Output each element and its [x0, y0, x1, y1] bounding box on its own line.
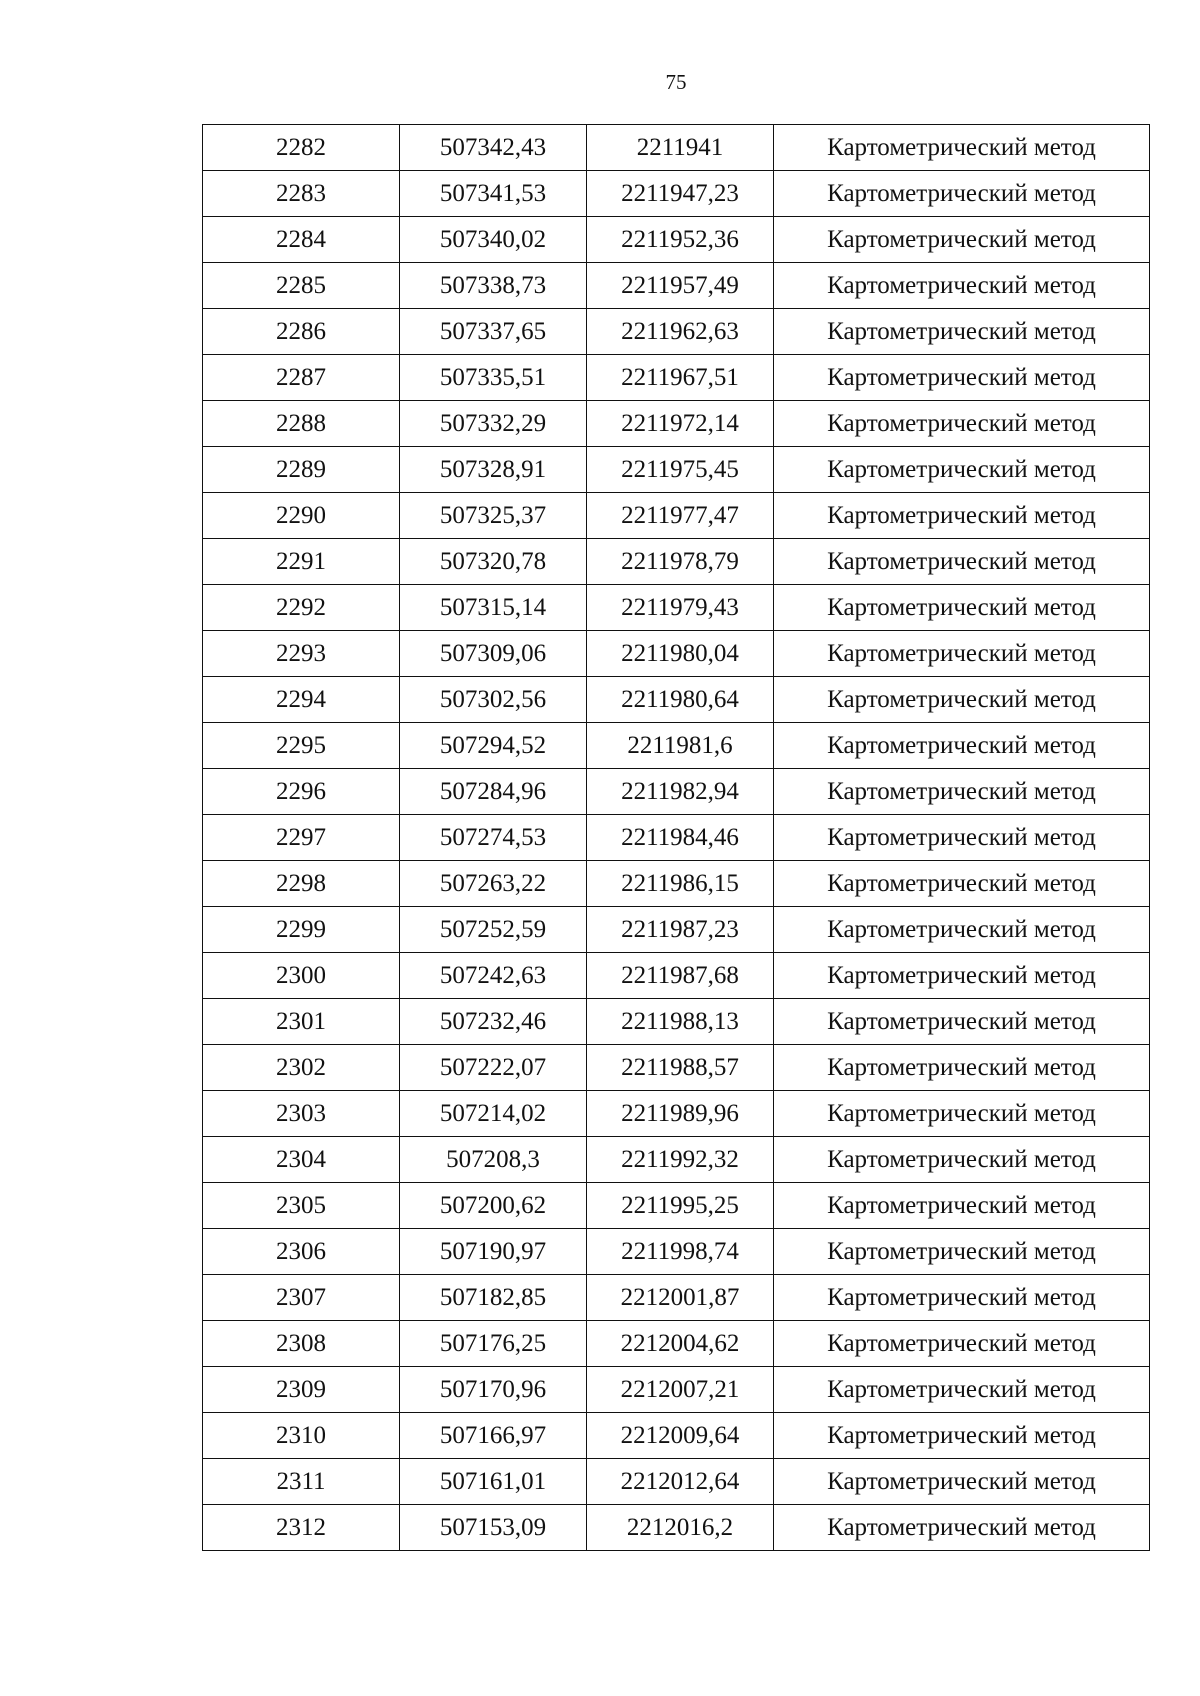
- method-cell: Картометрический метод: [774, 217, 1150, 263]
- x-coordinate-cell: 507332,29: [400, 401, 587, 447]
- point-number-cell: 2285: [203, 263, 400, 309]
- table-row: [203, 309, 1150, 355]
- y-coordinate-cell: 2211981,6: [587, 723, 774, 769]
- y-coordinate-cell: 2212007,21: [587, 1367, 774, 1413]
- table-row: [203, 585, 1150, 631]
- x-coordinate-cell: 507166,97: [400, 1413, 587, 1459]
- method-cell: Картометрический метод: [774, 309, 1150, 355]
- x-coordinate-cell: 507338,73: [400, 263, 587, 309]
- point-number-cell: 2298: [203, 861, 400, 907]
- table-row: [203, 1275, 1150, 1321]
- table-row: [203, 1137, 1150, 1183]
- table-row: [203, 217, 1150, 263]
- point-number-cell: 2289: [203, 447, 400, 493]
- y-coordinate-cell: 2212001,87: [587, 1275, 774, 1321]
- point-number-cell: 2310: [203, 1413, 400, 1459]
- method-cell: Картометрический метод: [774, 355, 1150, 401]
- y-coordinate-cell: 2212012,64: [587, 1459, 774, 1505]
- x-coordinate-cell: 507214,02: [400, 1091, 587, 1137]
- point-number-cell: 2300: [203, 953, 400, 999]
- y-coordinate-cell: 2211952,36: [587, 217, 774, 263]
- method-cell: Картометрический метод: [774, 631, 1150, 677]
- point-number-cell: 2293: [203, 631, 400, 677]
- method-cell: Картометрический метод: [774, 1137, 1150, 1183]
- table-row: [203, 631, 1150, 677]
- point-number-cell: 2295: [203, 723, 400, 769]
- y-coordinate-cell: 2211995,25: [587, 1183, 774, 1229]
- table-row: [203, 493, 1150, 539]
- point-number-cell: 2301: [203, 999, 400, 1045]
- x-coordinate-cell: 507320,78: [400, 539, 587, 585]
- x-coordinate-cell: 507153,09: [400, 1505, 587, 1551]
- coordinates-table: [202, 124, 1150, 1551]
- method-cell: Картометрический метод: [774, 171, 1150, 217]
- method-cell: Картометрический метод: [774, 401, 1150, 447]
- x-coordinate-cell: 507340,02: [400, 217, 587, 263]
- x-coordinate-cell: 507208,3: [400, 1137, 587, 1183]
- x-coordinate-cell: 507341,53: [400, 171, 587, 217]
- table-row: [203, 447, 1150, 493]
- method-cell: Картометрический метод: [774, 1045, 1150, 1091]
- table-row: [203, 953, 1150, 999]
- method-cell: Картометрический метод: [774, 493, 1150, 539]
- table-row: [203, 1321, 1150, 1367]
- page-number: 75: [665, 70, 687, 94]
- point-number-cell: 2286: [203, 309, 400, 355]
- point-number-cell: 2306: [203, 1229, 400, 1275]
- x-coordinate-cell: 507232,46: [400, 999, 587, 1045]
- point-number-cell: 2288: [203, 401, 400, 447]
- point-number-cell: 2312: [203, 1505, 400, 1551]
- point-number-cell: 2299: [203, 907, 400, 953]
- method-cell: Картометрический метод: [774, 1459, 1150, 1505]
- table-row: [203, 677, 1150, 723]
- x-coordinate-cell: 507284,96: [400, 769, 587, 815]
- y-coordinate-cell: 2211984,46: [587, 815, 774, 861]
- x-coordinate-cell: 507335,51: [400, 355, 587, 401]
- method-cell: Картометрический метод: [774, 1229, 1150, 1275]
- table-row: [203, 1183, 1150, 1229]
- point-number-cell: 2307: [203, 1275, 400, 1321]
- x-coordinate-cell: 507263,22: [400, 861, 587, 907]
- table-row: [203, 355, 1150, 401]
- y-coordinate-cell: 2211980,04: [587, 631, 774, 677]
- y-coordinate-cell: 2211978,79: [587, 539, 774, 585]
- table-row: [203, 723, 1150, 769]
- x-coordinate-cell: 507182,85: [400, 1275, 587, 1321]
- method-cell: Картометрический метод: [774, 953, 1150, 999]
- method-cell: Картометрический метод: [774, 263, 1150, 309]
- point-number-cell: 2311: [203, 1459, 400, 1505]
- point-number-cell: 2309: [203, 1367, 400, 1413]
- method-cell: Картометрический метод: [774, 1183, 1150, 1229]
- table-row: [203, 539, 1150, 585]
- table-row: [203, 815, 1150, 861]
- x-coordinate-cell: 507294,52: [400, 723, 587, 769]
- y-coordinate-cell: 2211988,57: [587, 1045, 774, 1091]
- y-coordinate-cell: 2211989,96: [587, 1091, 774, 1137]
- x-coordinate-cell: 507200,62: [400, 1183, 587, 1229]
- point-number-cell: 2303: [203, 1091, 400, 1137]
- y-coordinate-cell: 2211987,68: [587, 953, 774, 999]
- table-row: [203, 861, 1150, 907]
- x-coordinate-cell: 507161,01: [400, 1459, 587, 1505]
- x-coordinate-cell: 507328,91: [400, 447, 587, 493]
- x-coordinate-cell: 507325,37: [400, 493, 587, 539]
- point-number-cell: 2290: [203, 493, 400, 539]
- point-number-cell: 2296: [203, 769, 400, 815]
- point-number-cell: 2291: [203, 539, 400, 585]
- x-coordinate-cell: 507302,56: [400, 677, 587, 723]
- table-row: [203, 263, 1150, 309]
- table-row: [203, 1229, 1150, 1275]
- table-row: [203, 171, 1150, 217]
- point-number-cell: 2292: [203, 585, 400, 631]
- x-coordinate-cell: 507309,06: [400, 631, 587, 677]
- y-coordinate-cell: 2211967,51: [587, 355, 774, 401]
- point-number-cell: 2284: [203, 217, 400, 263]
- method-cell: Картометрический метод: [774, 769, 1150, 815]
- y-coordinate-cell: 2211987,23: [587, 907, 774, 953]
- table-row: [203, 401, 1150, 447]
- point-number-cell: 2302: [203, 1045, 400, 1091]
- point-number-cell: 2308: [203, 1321, 400, 1367]
- y-coordinate-cell: 2212009,64: [587, 1413, 774, 1459]
- y-coordinate-cell: 2211941: [587, 125, 774, 171]
- method-cell: Картометрический метод: [774, 861, 1150, 907]
- y-coordinate-cell: 2211972,14: [587, 401, 774, 447]
- table-row: [203, 1413, 1150, 1459]
- method-cell: Картометрический метод: [774, 677, 1150, 723]
- y-coordinate-cell: 2211992,32: [587, 1137, 774, 1183]
- y-coordinate-cell: 2211986,15: [587, 861, 774, 907]
- table-row: [203, 1459, 1150, 1505]
- method-cell: Картометрический метод: [774, 539, 1150, 585]
- method-cell: Картометрический метод: [774, 999, 1150, 1045]
- method-cell: Картометрический метод: [774, 1505, 1150, 1551]
- y-coordinate-cell: 2212016,2: [587, 1505, 774, 1551]
- y-coordinate-cell: 2211975,45: [587, 447, 774, 493]
- x-coordinate-cell: 507315,14: [400, 585, 587, 631]
- point-number-cell: 2304: [203, 1137, 400, 1183]
- table-row: [203, 1367, 1150, 1413]
- point-number-cell: 2305: [203, 1183, 400, 1229]
- y-coordinate-cell: 2211988,13: [587, 999, 774, 1045]
- x-coordinate-cell: 507274,53: [400, 815, 587, 861]
- y-coordinate-cell: 2211998,74: [587, 1229, 774, 1275]
- x-coordinate-cell: 507342,43: [400, 125, 587, 171]
- x-coordinate-cell: 507242,63: [400, 953, 587, 999]
- x-coordinate-cell: 507337,65: [400, 309, 587, 355]
- point-number-cell: 2297: [203, 815, 400, 861]
- x-coordinate-cell: 507222,07: [400, 1045, 587, 1091]
- method-cell: Картометрический метод: [774, 1091, 1150, 1137]
- method-cell: Картометрический метод: [774, 1275, 1150, 1321]
- x-coordinate-cell: 507190,97: [400, 1229, 587, 1275]
- y-coordinate-cell: 2211982,94: [587, 769, 774, 815]
- table-row: [203, 1091, 1150, 1137]
- y-coordinate-cell: 2211979,43: [587, 585, 774, 631]
- point-number-cell: 2294: [203, 677, 400, 723]
- method-cell: Картометрический метод: [774, 1367, 1150, 1413]
- y-coordinate-cell: 2211980,64: [587, 677, 774, 723]
- method-cell: Картометрический метод: [774, 447, 1150, 493]
- method-cell: Картометрический метод: [774, 907, 1150, 953]
- table-row: [203, 999, 1150, 1045]
- point-number-cell: 2282: [203, 125, 400, 171]
- method-cell: Картометрический метод: [774, 1321, 1150, 1367]
- y-coordinate-cell: 2211957,49: [587, 263, 774, 309]
- point-number-cell: 2283: [203, 171, 400, 217]
- method-cell: Картометрический метод: [774, 585, 1150, 631]
- x-coordinate-cell: 507176,25: [400, 1321, 587, 1367]
- x-coordinate-cell: 507170,96: [400, 1367, 587, 1413]
- method-cell: Картометрический метод: [774, 1413, 1150, 1459]
- table-row: [203, 769, 1150, 815]
- table-row: [203, 1045, 1150, 1091]
- y-coordinate-cell: 2212004,62: [587, 1321, 774, 1367]
- y-coordinate-cell: 2211977,47: [587, 493, 774, 539]
- y-coordinate-cell: 2211947,23: [587, 171, 774, 217]
- table-row: [203, 125, 1150, 171]
- table-row: [203, 1505, 1150, 1551]
- coordinates-table-body: [203, 125, 1150, 1551]
- point-number-cell: 2287: [203, 355, 400, 401]
- method-cell: Картометрический метод: [774, 815, 1150, 861]
- x-coordinate-cell: 507252,59: [400, 907, 587, 953]
- method-cell: Картометрический метод: [774, 125, 1150, 171]
- table-row: [203, 907, 1150, 953]
- y-coordinate-cell: 2211962,63: [587, 309, 774, 355]
- method-cell: Картометрический метод: [774, 723, 1150, 769]
